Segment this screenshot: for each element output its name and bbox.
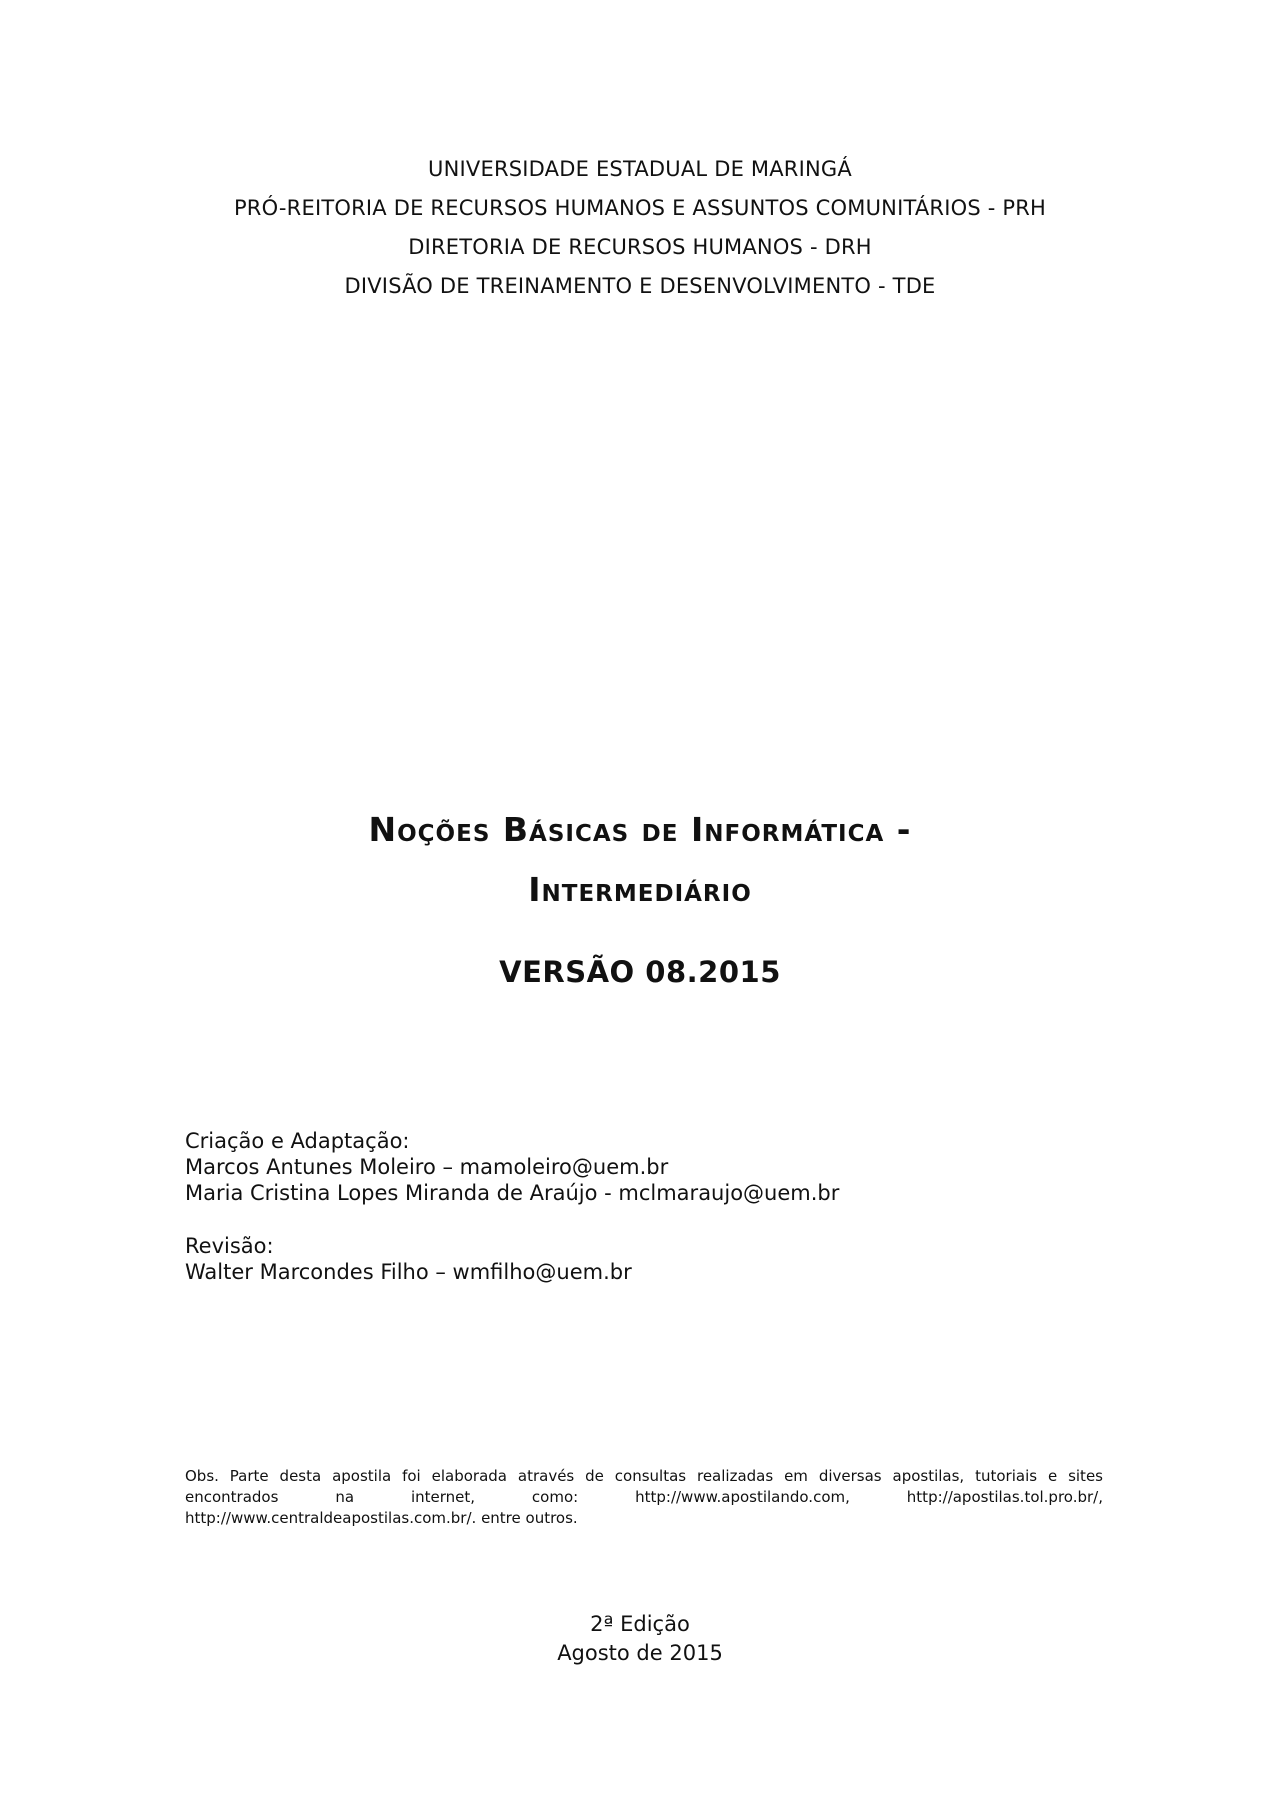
version-label: VERSÃO 08.2015 <box>499 955 781 989</box>
observation-note: Obs. Parte desta apostila foi elaborada através de consultas realizadas em diversas apostilas, tutoriais e sites encontrados na internet, como: http://www.apostilando.com, http://apostilas.tol.pro.br/, http://www.centraldeapostilas.com.br/. entre outros. <box>185 1467 1103 1527</box>
title-line-1: Noções Básicas de Informática - <box>368 810 912 849</box>
review-label: Revisão: <box>185 1234 274 1258</box>
pro-rectorate-name: PRÓ-REITORIA DE RECURSOS HUMANOS E ASSUNTOS COMUNITÁRIOS - PRH <box>233 196 1047 220</box>
reviewer: Walter Marcondes Filho – wmfilho@uem.br <box>185 1260 632 1284</box>
title-line-2: Intermediário <box>528 870 752 909</box>
directorate-name: DIRETORIA DE RECURSOS HUMANOS - DRH <box>408 235 872 259</box>
author-2: Maria Cristina Lopes Miranda de Araújo - mclmaraujo@uem.br <box>185 1181 840 1205</box>
institution-header <box>0 150 1280 306</box>
division-name: DIVISÃO DE TREINAMENTO E DESENVOLVIMENTO - TDE <box>344 274 936 298</box>
creation-label: Criação e Adaptação: <box>185 1129 410 1153</box>
credits-block <box>185 1128 839 1285</box>
edition-date: Agosto de 2015 <box>557 1641 723 1665</box>
author-1: Marcos Antunes Moleiro – mamoleiro@uem.br <box>185 1155 669 1179</box>
document-title <box>0 800 1280 920</box>
credits-spacer <box>185 1206 839 1233</box>
edition-number: 2ª Edição <box>590 1612 690 1636</box>
university-name: UNIVERSIDADE ESTADUAL DE MARINGÁ <box>428 157 852 181</box>
edition-block <box>0 1610 1280 1668</box>
